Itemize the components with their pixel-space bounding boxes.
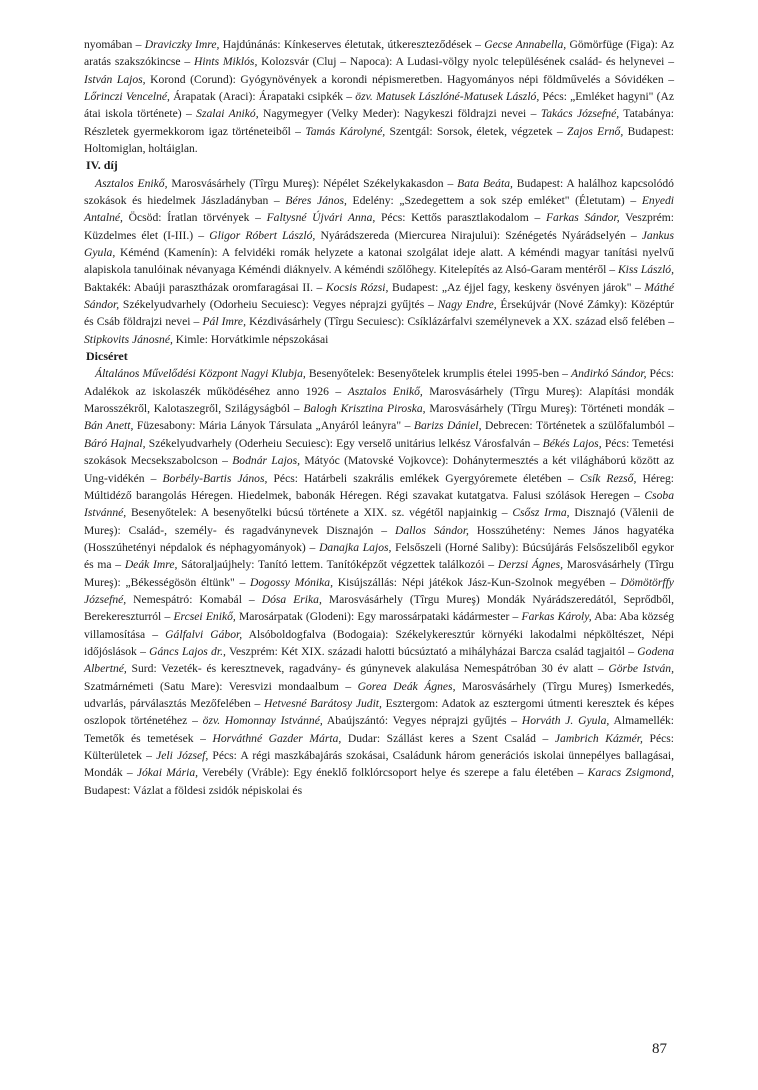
entry-text: Tatabánya: Részletek gyermekkorom igaz történeteiből – (84, 107, 674, 138)
entry-text: Hajdúnánás: Kínkeserves életutak, útkereszteződések – (219, 38, 485, 51)
entry-text: Mátyóc (Matovské Vojkovce): Dohánytermesztés a két világháború között az Ung-vidékén – (84, 454, 675, 485)
entry-text: Sátoraljaújhely: Tanító lettem. Tanítóképzőt végzettek találkozói – (177, 558, 498, 572)
author-name: Zajos Ernő, (567, 124, 624, 138)
entry-text: Dudar: Szállást keres a Szent Család – (341, 731, 555, 745)
page-number: 87 (652, 1041, 667, 1057)
author-name: Nagy Endre, (437, 298, 497, 312)
entry-text: Pécs: A régi maszkábajárás szokásai, Családunk három generációs iskolai ünnepélyes ballagásai, Mondák – (84, 749, 674, 780)
author-name: Draviczky Imre, (144, 38, 220, 51)
author-name: Faltysné Újvári Anna, (266, 211, 376, 225)
author-name: Dósa Erika, (261, 592, 322, 606)
author-name: Dallos Sándor, (394, 523, 469, 537)
entry-text: Aba: Aba község villamosítása – (84, 610, 675, 641)
section-intro (84, 36, 674, 157)
entry-text: Alsóboldogfalva (Bodogaia): Székelykeresztúr környéki lakodalmi népköltészet, Népi időjóslások – (84, 627, 674, 658)
entry-text: Székelyudvarhely (Oderheiu Secuiesc): Egy verselő unitárius lelkész Városfalván – (145, 436, 543, 450)
entry-text: Surd: Vezeték- és keresztnevek, ragadvány- és gúnynevek alakulása Nemespátróban 30 év alatt – (126, 662, 609, 676)
heading-dicseret: Dicséret (86, 349, 128, 364)
entry-text: Érsekújvár (Nové Zámky): Középtúr és Csáb földrajzi nevei – (84, 298, 674, 329)
entry-text: Kisújszállás: Népi játékok Jász-Kun-Szolnok megyében – (332, 575, 621, 589)
author-name: Bán Anett, (84, 419, 134, 433)
entry-text: Nyárádszereda (Miercurea Nirajului): Szénégetés Nyárádselyén – (315, 228, 642, 242)
entry-text: Debrecen: Történetek a szülőfalumból – (481, 419, 674, 433)
entry-text: Gömörfüge (Figa): Az aratás szakszókincse – (84, 38, 675, 69)
author-name: Asztalos Enikő, (347, 384, 423, 398)
entry-text: Pécs: Külterületek – (84, 731, 674, 762)
author-name: Csoba Istvánné, (84, 488, 674, 520)
author-name: Jeli József, (156, 749, 209, 762)
entry-text: Abaújszántó: Vegyes néprajzi gyűjtés – (322, 714, 522, 728)
entry-text: Marosvásárhely (Tîrgu Mureş): Történeti mondák – (425, 402, 674, 416)
entry-text: Veszprém: Két XIX. századi halotti búcsúztató a mihályházai Barcza család tagjaitól – (225, 644, 638, 658)
entry-text: Marosvásárhely (Tîrgu Mureş) Mondák Nyárádszeredától, Seprődből, Berekereszturról – (84, 592, 674, 624)
entry-text: Esztergom: Adatok az esztergomi útmenti keresztek és képes oszlopok történetéhez – (84, 696, 674, 728)
author-name: Horváthné Gazder Márta, (212, 731, 342, 745)
entry-text: Verebély (Vráble): Egy éneklő folklórcsoport helye és szerepe a falu életében – (198, 766, 588, 780)
document-page (84, 36, 674, 799)
author-name: Dogossy Mónika, (250, 575, 333, 589)
author-name: Szalai Anikó, (196, 107, 259, 121)
entry-text: Marosvásárhely (Tîrgu Mureş) Ismerkedés, udvarlás, párválasztás Mezőfelében – (84, 679, 675, 710)
entry-text: Veszprém: Küzdelmes élet (I-III.) – (84, 211, 675, 242)
author-name: Jankus Gyula, (84, 228, 674, 260)
author-name: Godena Albertné, (84, 644, 675, 676)
author-name: Danajka Lajos, (319, 540, 392, 554)
entry-text: Marosvásárhely (Tîrgu Mureş): Népélet Székelykakasdon – (167, 176, 458, 190)
author-name: Bodnár Lajos, (232, 454, 301, 468)
author-name: Hetvesné Barátosy Judit, (264, 696, 382, 710)
author-name: özv. Matusek Lászlóné-Matusek László, (355, 90, 540, 104)
entry-text: Budapest: Vázlat a földesi zsidók népiskolai és (84, 783, 303, 797)
entry-text: Felsőszeli (Horné Saliby): Búcsújárás Felsőszeliből egykor és ma – (84, 540, 674, 572)
author-name: Általános Művelődési Központ Nagyi Klubja, (95, 367, 306, 381)
entry-text: Marosvásárhely (Tîrgu Mureş): „Békességösön éltünk" – (84, 558, 674, 589)
author-name: Békés Lajos, (542, 436, 602, 450)
entry-text: Baktakék: Abaúji parasztházak oromfaragásai II. – (84, 280, 326, 294)
author-name: Gorea Deák Ágnes, (357, 679, 456, 693)
author-name: Pál Imre, (202, 315, 246, 329)
entry-text: Árapatak (Araci): Árapataki csipkék – (169, 90, 356, 104)
entry-text: nyomában – (84, 38, 145, 51)
section-iv-dij (84, 175, 674, 348)
author-name: Görbe István, (608, 662, 674, 676)
entry-text: Székelyudvarhely (Odorheiu Secuiesc): Vegyes néprajzi gyűjtés – (119, 298, 438, 312)
author-name: Asztalos Enikő, (95, 176, 168, 190)
entry-text: Budapest: A halálhoz kapcsolódó szokások és hiedelmek Jászladányban – (84, 176, 674, 208)
author-name: Enyedi Antalné, (84, 194, 675, 225)
entry-text: Füzesabony: Mária Lányok Társulata „Anyáról leányra" – (133, 419, 414, 433)
author-name: Horváth J. Gyula, (521, 714, 610, 728)
entry-text: Szentgál: Sorsok, életek, végzetek – (385, 124, 568, 138)
author-name: Karacs Zsigmond, (587, 766, 674, 780)
author-name: Tamás Károlyné, (305, 124, 386, 138)
entry-text: Szatmárnémeti (Satu Mare): Veresvizi mondaalbum – (84, 679, 358, 693)
entry-text: Kimle: Horvátkimle népszokásai (172, 332, 329, 346)
section-dicseret (84, 365, 674, 799)
entry-text: Budapest: Holtomiglan, holtáiglan. (84, 124, 674, 156)
entry-text: Disznajó (Vălenii de Mureş): Család-, személy- és ragadványnevek Disznajón – (84, 506, 674, 537)
paragraph (84, 365, 674, 799)
entry-text: Marosvásárhely (Tîrgu Mureş): Alapítási mondák Marosszékről, Kalotaszegről, Szilágyságból – (84, 384, 674, 416)
author-name: István Lajos, (84, 72, 146, 86)
author-name: Kiss László, (617, 263, 675, 277)
entry-text: Pécs: Temetési szokások Mecsekszabolcson – (84, 436, 674, 468)
author-name: Stipkovits Jánosné, (84, 332, 173, 346)
entry-text: Hosszúhetény: Nemes János hagyatéka (Hosszúhetényi népdalok és néphagyományok) – (84, 523, 674, 554)
heading-iv-dij: IV. díj (86, 158, 118, 173)
author-name: Farkas Károly, (521, 610, 592, 624)
author-name: Andirkó Sándor, (571, 367, 647, 381)
entry-text: Besenyőtelek: Besenyőtelek krumplis ételei 1995-ben – (305, 367, 572, 381)
entry-text: Pécs: „Emléket hagyni" (Az átai iskola története) – (84, 90, 674, 121)
entry-text: Nagymegyer (Velky Meder): Nagykeszi földrajzi nevei – (258, 107, 541, 121)
author-name: Csík Rezső, (579, 471, 637, 485)
entry-text: Nemespátró: Komabál – (126, 592, 262, 606)
author-name: Gálfalvi Gábor, (165, 627, 243, 641)
author-name: Jambrich Kázmér, (554, 731, 643, 745)
author-name: Ercsei Enikő, (173, 610, 236, 624)
author-name: Lőrinczi Vencelné, (84, 90, 170, 104)
author-name: Derzsi Ágnes, (497, 558, 564, 572)
entry-text: Besenyőtelek: A besenyőtelki búcsú története a XIX. sz. végétől napjainkig – (126, 506, 513, 520)
entry-text: Öcsöd: Íratlan törvények – (122, 211, 267, 225)
entry-text: Almamellék: Temetők és temetések – (84, 714, 675, 745)
author-name: özv. Homonnay Istvánné, (202, 714, 323, 728)
author-name: Gligor Róbert László, (209, 228, 316, 242)
entry-text: Héreg: Múltidéző barangolás Héregen. Hiedelmek, babonák Héregen. Régi szavakat kutatgatva. Falusi szólások Heregen – (84, 471, 674, 502)
author-name: Kocsis Rózsi, (325, 280, 389, 294)
entry-text: Kéménd (Kamenín): A felvidéki romák helyzete a katonai szolgálat ideje alatt. A kéméndi magyar tanítási nyelvű alapiskola tanulóinak névanyaga Kéméndi diáknyelv. A kéméndi szőlőhegy. Kitelepítés az Alsó-Garam mentéről – (84, 246, 674, 277)
paragraph (84, 175, 674, 348)
author-name: Jókai Mária, (136, 766, 199, 780)
entry-text: Kolozsvár (Cluj – Napoca): A Ludasi-völgy nyolc településének család- és helynevei – (257, 55, 674, 69)
entry-text: Kézdivásárhely (Tîrgu Secuiesc): Csíklázárfalvi személynevek a XX. század első felében – (245, 315, 674, 329)
author-name: Gecse Annabella, (484, 38, 567, 51)
entry-text: Marosárpatak (Glodeni): Egy marossárpataki kádármester – (235, 610, 522, 624)
entry-text: Korond (Corund): Gyógynövények a korondi népismeretben. Hagyományos népi földművelés a Sóvidéken – (145, 72, 674, 86)
author-name: Farkas Sándor, (545, 211, 620, 225)
author-name: Deák Imre, (124, 558, 178, 572)
author-name: Balogh Krisztina Piroska, (303, 402, 426, 416)
author-name: Báró Hajnal, (84, 436, 146, 450)
author-name: Takács Józsefné, (540, 107, 620, 121)
entry-text: Pécs: Adalékok az iskolaszék működéséhez anno 1926 – (84, 367, 674, 398)
author-name: Gáncs Lajos dr., (149, 644, 226, 658)
author-name: Dömötörffy Józsefné, (84, 575, 674, 606)
author-name: Borbély-Bartis János, (162, 471, 268, 485)
entry-text: Budapest: „Az éjjel fagy, keskeny ösvényen járok" – (388, 280, 645, 294)
author-name: Csősz Irma, (512, 506, 570, 520)
author-name: Máthé Sándor, (84, 280, 674, 312)
entry-text: Pécs: Kettős parasztlakodalom – (375, 211, 546, 225)
entry-text: Pécs: Határbeli szakrális emlékek Gyergyóremete életében – (267, 471, 580, 485)
author-name: Béres János, (285, 194, 347, 208)
author-name: Bata Beáta, (457, 176, 513, 190)
paragraph (84, 36, 674, 157)
entry-text: Edelény: „Szedegettem a sok szép emléket" (Életutam) – (346, 194, 642, 208)
author-name: Hints Miklós, (193, 55, 258, 69)
author-name: Barizs Dániel, (413, 419, 482, 433)
